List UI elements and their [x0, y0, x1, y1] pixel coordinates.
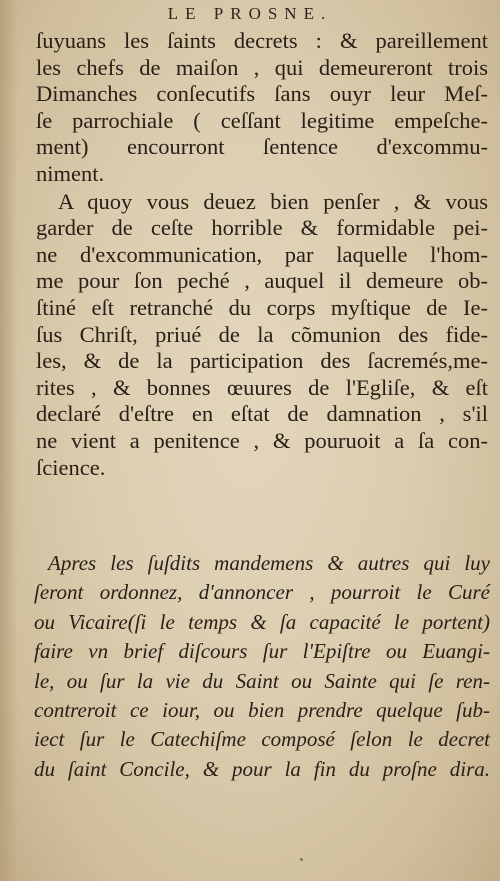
text-line: ne vient a penitence , & pouruoit a ſa con- [36, 427, 488, 453]
text-line: les, & de la participation des ſacremés,me- [36, 348, 488, 374]
italic-line: du ſaint Concile, & pour la fin du proſne dira. [34, 756, 490, 781]
text-line: ne d'excommunication, par laquelle l'hom- [36, 241, 488, 267]
ink-speck [300, 858, 303, 861]
text-line: ment) encourront ſentence d'excommu- [36, 134, 488, 160]
main-text [36, 28, 488, 481]
italic-line: Apres les ſuſdits mandemens & autres qui luy [48, 551, 490, 575]
text-line: ſe parrochiale ( ceſſant legitime empeſche- [36, 107, 488, 133]
italic-line: ſeront ordonnez, d'annoncer , pourroit le Curé [34, 580, 490, 605]
text-line: garder de ceſte horrible & formidable pei- [36, 215, 488, 241]
italic-line: iect ſur le Catechiſme composé ſelon le decret [34, 727, 490, 752]
paragraph-1 [36, 28, 488, 188]
text-line: rites , & bonnes œuures de l'Egliſe, & eſt [36, 374, 488, 400]
italic-line: faire vn brief diſcours ſur l'Epiſtre ou Euangi- [34, 639, 490, 664]
paragraph-2 [36, 189, 488, 482]
italic-line: contreroit ce iour, ou bien prendre quelque ſub- [34, 698, 490, 723]
text-line: ſuyuans les ſaints decrets : & pareillement [36, 28, 488, 53]
text-line: ſcience. [36, 454, 106, 480]
text-line: ſtiné eſt retranché du corps myſtique de Ie- [36, 294, 488, 320]
italic-line: ou Vicaire(ſi le temps & ſa capacité le portent) [34, 609, 490, 634]
running-head: LE PROSNE. [167, 4, 333, 23]
text-line: A quoy vous deuez bien penſer , & vous [58, 188, 488, 214]
italic-rubric [34, 549, 490, 784]
text-line: niment. [36, 160, 105, 186]
text-line: ſus Chriſt, priué de la cõmunion des fide- [36, 321, 488, 347]
text-line: declaré d'eſtre en eſtat de damnation , s'il [36, 401, 488, 427]
text-line: les chefs de maiſon , qui demeureront trois [36, 54, 488, 80]
text-line: Dimanches conſecutifs ſans ouyr leur Meſ- [36, 81, 488, 107]
text-line: me pour ſon peché , auquel il demeure ob- [36, 268, 488, 294]
italic-line: le, ou ſur la vie du Saint ou Sainte qui ſe ren- [34, 668, 490, 693]
